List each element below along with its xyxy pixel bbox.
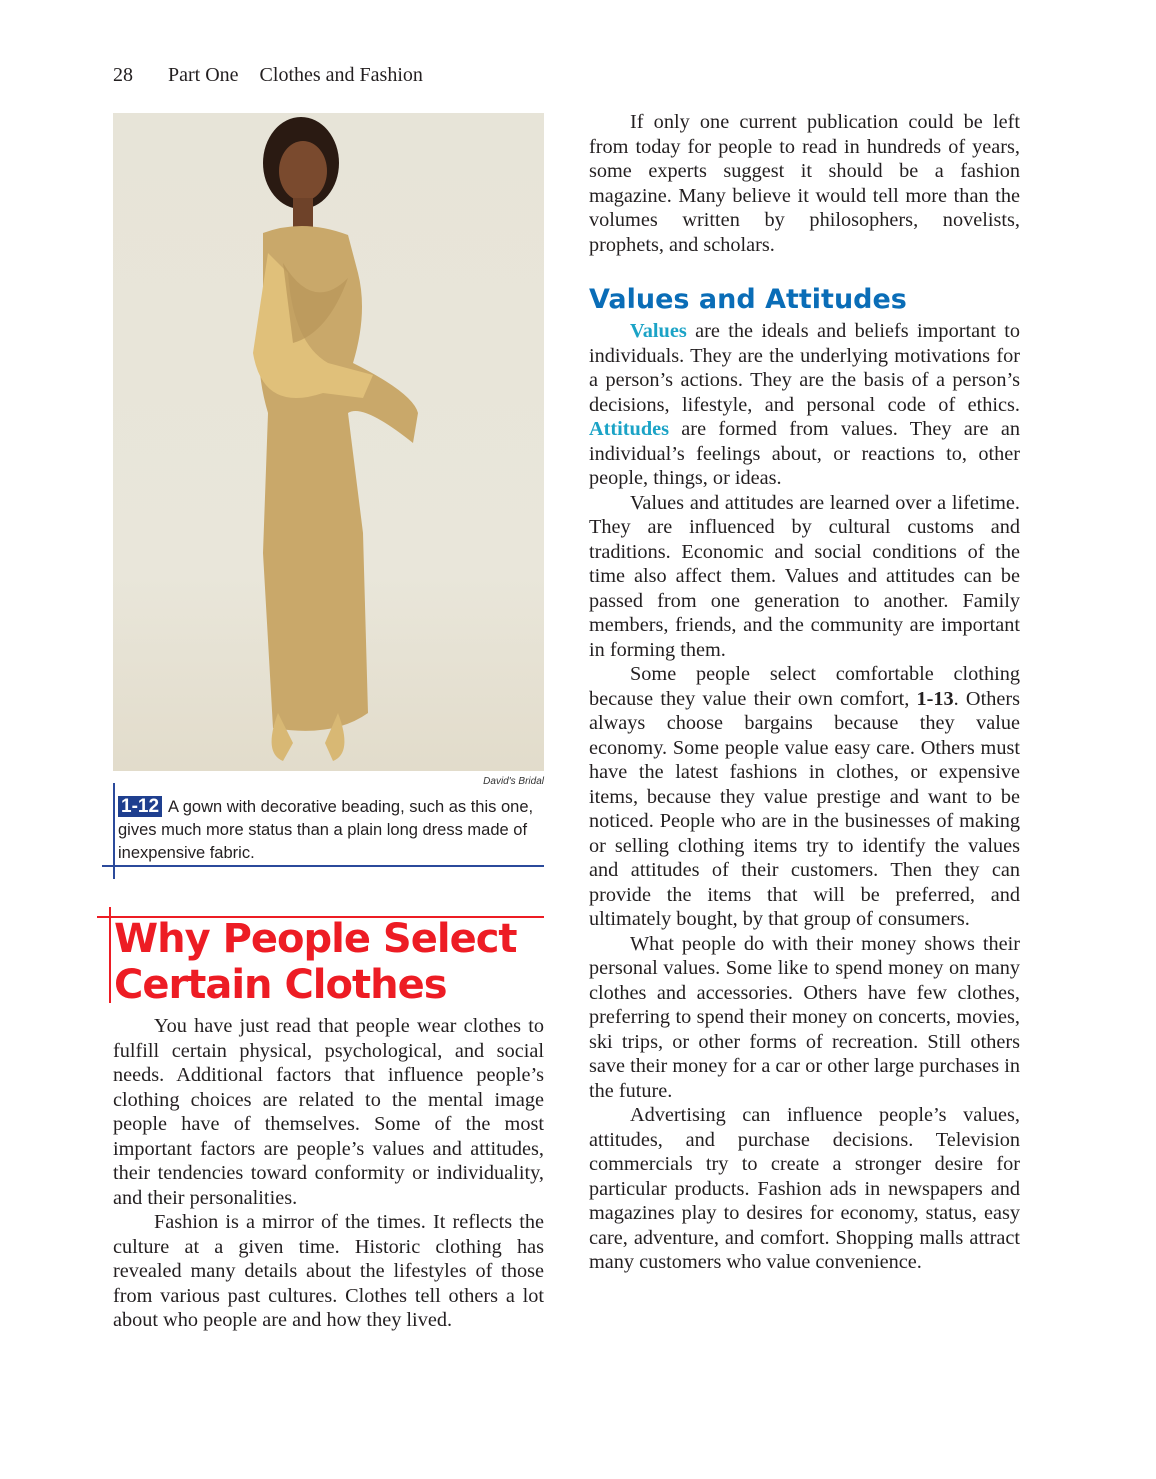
paragraph-text: . Others always choose bargains because they value economy. Some people value easy care. Others must have the latest fashions in clothes, or expensive items, because they value prestige and want to be noticed. People who are in the businesses of making or selling clothing items try to identify the values and attitudes of their customers. Then they can provide the items that will be preferred, and ultimately bought, by that group of consumers.	[589, 687, 1020, 930]
paragraph: You have just read that people wear clothes to fulfill certain physical, psychological, and social needs. Additional factors that influence people’s clothing choices are related to the mental image people have of themselves. Some of the most important factors are people’s values and attitudes, their tendencies toward conformity or individuality, and their personalities.	[113, 1015, 544, 1209]
paragraph-text: are the ideals and beliefs important to individuals. They are the underlying motivations for a person’s actions. They are the basis of a person’s decisions, lifestyle, and personal code of ethics.	[589, 320, 1020, 416]
caption-rule-horizontal	[102, 865, 544, 867]
running-header	[113, 64, 423, 87]
left-column-body	[113, 1014, 544, 1333]
paragraph: Values and attitudes are learned over a lifetime. They are influenced by cultural customs and traditions. Economic and social conditions of the time also affect them. Values and attitudes can be passed from one generation to another. Family members, friends, and the community are important in forming them.	[589, 491, 1020, 661]
figure-caption	[118, 795, 538, 865]
paragraph	[589, 662, 1020, 932]
subsection-heading: Values and Attitudes	[589, 284, 907, 315]
page-number: 28	[113, 64, 133, 86]
paragraph-text: are formed from values. They are an individual’s feelings about, or reactions to, other people, things, or ideas.	[589, 418, 1020, 489]
photo-credit: David's Bridal	[483, 776, 544, 787]
paragraph	[589, 319, 1020, 491]
heading-rule-vertical	[109, 907, 111, 1003]
paragraph: Advertising can influence people’s values, attitudes, and purchase decisions. Television commercials try to create a stronger desire for particular products. Fashion ads in newspapers and magazines play to desires for economy, status, easy care, adventure, and comfort. Shopping malls attract many customers who value convenience.	[589, 1104, 1020, 1273]
right-column-body	[589, 110, 1020, 1275]
gown-photo	[113, 113, 544, 771]
caption-text: A gown with decorative beading, such as this one, gives much more status than a plain long dress made of inexpensive fabric.	[118, 798, 534, 862]
part-label: Part One	[168, 64, 239, 86]
paragraph-text: Some people select comfortable clothing because they value their own comfort,	[589, 663, 1020, 710]
figure-reference: 1-13	[916, 687, 954, 710]
figure-number: 1-12	[118, 796, 162, 817]
key-term-attitudes: Attitudes	[589, 418, 669, 440]
paragraph: Fashion is a mirror of the times. It reflects the culture at a given time. Historic clothing has revealed many details about the lifestyles of those from various past cultures. Clothes tell others a lot about who people are and how they lived.	[113, 1211, 544, 1331]
chapter-title: Clothes and Fashion	[259, 64, 423, 86]
key-term-values: Values	[630, 320, 687, 342]
paragraph: What people do with their money shows their personal values. Some like to spend money on many clothes and accessories. Others have few clothes, preferring to spend their money on concerts, movies, ski trips, or other forms of recreation. Still others save their money for a car or other large purchases in the future.	[589, 932, 1020, 1102]
paragraph: If only one current publication could be left from today for people to read in hundreds of years, some experts suggest it should be a fashion magazine. Many believe it would tell more than the volumes written by philosophers, novelists, prophets, and scholars.	[589, 111, 1020, 256]
section-heading: Why People Select Certain Clothes	[114, 916, 517, 1008]
